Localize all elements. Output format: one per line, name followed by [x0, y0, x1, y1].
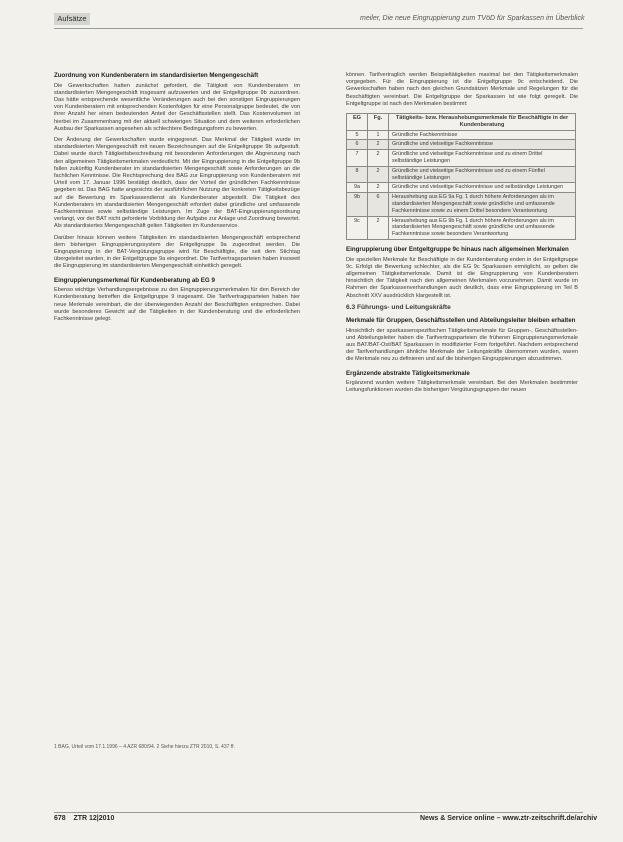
running-head: meiler, Die neue Eingruppierung zum TVöD für Sparkassen im Überblick	[360, 15, 585, 22]
left-heading-2: Eingruppierungsmerkmal für Kundenberatung ab EG 9	[54, 276, 215, 284]
table-cell: 2	[368, 140, 389, 150]
table-cell: Heraushebung aus EG 9b Fg. 1 durch höhere Anforderungen als im standardisierten Mengengeschäft sowie gründliche und umfassende Fachkenntnisse sowie besondere Verantwortung	[389, 216, 576, 239]
table-cell: Heraushebung aus EG 9a Fg. 1 durch höhere Anforderungen als im standardisierten Mengengeschäft sowie gründliche und umfassende Fachkenntnisse sowie zu einem Drittel besondere Verantwortung	[389, 193, 576, 216]
section-heading: 6.3 Führungs- und Leitungskräfte	[346, 303, 451, 311]
table-cell: Gründliche und vielseitige Fachkenntnisse und selbständige Leistungen	[389, 183, 576, 193]
table-cell: 8	[347, 166, 368, 183]
eingruppierung-table	[346, 113, 576, 240]
right-paragraph-1: können. Tarifvertraglich werden Beispieltätigkeiten maximal bei den Tätigkeitsmerkmalen vorgegeben. Für die Eingruppierung ist die Entgeltgruppe 9c entscheidend. Die Gewerkschaften haben nach den gleichen Grundsätzen Merkmale und Regelungen für die Beschäftigten vereinbart. Die Entgeltgruppe der Sparkassen ist wie folgt geregelt. Die Entgeltgruppe ist nach den Merkmalen bestimmt:	[346, 72, 578, 107]
footer-link[interactable]: News & Service online – www.ztr-zeitschrift.de/archiv	[420, 815, 598, 822]
table-header-fg: Fg.	[368, 114, 389, 131]
left-paragraph-3: Darüber hinaus können weitere Tätigkeiten im standardisierten Mengengeschäft entsprechend dem bisherigen Eingruppierungssystem der Entgeltgruppe 9a zugeordnet werden. Die Eingruppierung in der BAT-Vergütungsgruppe wird für Beschäftigte, die seit dem Stichtag übergeleitet wurden, in der Entgeltgruppe 9a eingeordnet. Die Tarifvertragsparteien haben insoweit die Eingruppierung im standardisierten Mengengeschäft einheitlich geregelt.	[54, 234, 300, 270]
right-heading-2: Merkmale für Gruppen, Geschäftsstellen und Abteilungsleiter bleiben erhalten	[346, 316, 576, 324]
table-cell: Gründliche und vielseitige Fachkenntnisse und zu einem Drittel selbständige Leistungen	[389, 150, 576, 167]
table-cell: 2	[368, 216, 389, 239]
footnotes: 1 BAG, Urteil vom 17.1.1996 – 4 AZR 680/94. 2 Siehe hierzu ZTR 2010, S. 437 ff.	[54, 744, 235, 750]
section-tag: Aufsätze	[54, 13, 90, 25]
table-cell: 2	[368, 166, 389, 183]
table-cell: 5	[347, 130, 368, 140]
table-row	[347, 140, 576, 150]
table-row	[347, 216, 576, 239]
table-cell: Gründliche und vielseitige Fachkenntnisse	[389, 140, 576, 150]
table-cell: 1	[368, 130, 389, 140]
right-heading-3: Ergänzende abstrakte Tätigkeitsmerkmale	[346, 369, 470, 377]
right-heading-1: Eingruppierung über Entgeltgruppe 9c hinaus nach allgemeinen Merkmalen	[346, 245, 569, 253]
table-row	[347, 193, 576, 216]
table-cell: Gründliche und vielseitige Fachkenntnisse und zu einem Fünftel selbständige Leistungen	[389, 166, 576, 183]
left-paragraph-4: Ebenso wichtige Verhandlungsergebnisse zu den Eingruppierungsmerkmalen für den Bereich der Kundenberatung betreffen die Entgeltgruppe 9 insgesamt. Die Tarifvertragsparteien haben hier neue Merkmale vereinbart, die der überwiegenden Anzahl der Beschäftigten entsprechen. Dabei wurde besonderes Gewicht auf die Tätigkeiten in der Kundenberatung und die erforderlichen Fachkenntnisse gelegt.	[54, 287, 300, 323]
left-column	[54, 72, 300, 327]
right-paragraph-4: Ergänzend wurden weitere Tätigkeitsmerkmale vereinbart. Bei den Merkmalen bestimmter Leitungsfunktionen wurden die bisherigen Vergütungsgruppen der neuen	[346, 380, 578, 394]
table-cell: 9c	[347, 216, 368, 239]
page-folio	[54, 815, 114, 822]
header-rule	[54, 28, 583, 29]
table-cell: 9a	[347, 183, 368, 193]
page-number: 678	[54, 815, 66, 822]
table-row	[347, 166, 576, 183]
table-cell: 2	[368, 150, 389, 167]
table-header-eg: EG	[347, 114, 368, 131]
footer-rule	[54, 812, 583, 813]
table-cell: Gründliche Fachkenntnisse	[389, 130, 576, 140]
table-cell: 6	[368, 193, 389, 216]
left-paragraph-2: Der Änderung der Gewerkschaften wurde eingegrenzt. Das Merkmal der Tätigkeit wurde im standardisierten Mengengeschäft mit neuen Bezeichnungen auf die Entgeltgruppe 9b aufgestuft. Dabei wurde durch Tätigkeitsbeschreibung mit besonderen Anforderungen die Abgrenzung nach den allgemeinen Tätigkeitsmerkmalen verdeutlicht. Mit der Eingruppierung in die Entgeltgruppe 9b fallen zukünftig Kundenberater im standardisierten Mengengeschäft sowie Anforderungen an die fachlichen Kenntnisse. Die Rechtsprechung des BAG zur Eingruppierung von Kundenberatern mit Urteil vom 17. Januar 1996 bestätigt deutlich, dass der Vorteil der gründlichen Fachkenntnisse gegeben ist. Das BAG hatte angesichts der ausführlichen Nutzung der konkreten Tätigkeitsbezüge auf die Bewertung im Sparkassendienst als Kundenberater abgestellt. Die Tätigkeit des Kundenberaters im standardisierten Mengengeschäft erfordert dabei gründliche und umfassende Fachkenntnisse sowie selbständige Leistungen. Im Zuge der BAT-Eingruppierungsordnung verlangt, vor der BAT nicht geforderte Vorbildung der Aufgabe zur Anlage und Zuordnung bewertet. Als standardisiertes Mengengeschäft gelten Tätigkeiten im Kundenservice.	[54, 137, 300, 230]
table-row	[347, 130, 576, 140]
right-column	[346, 72, 578, 399]
table-cell: 7	[347, 150, 368, 167]
right-paragraph-2: Die speziellen Merkmale für Beschäftigte in der Kundenberatung enden in der Entgeltgruppe 9c. Erfolgt die Bewertung schlechter, als die EG 9c Sparkassen ermöglicht, so gelten die allgemeinen Tätigkeitsmerkmale. Damit ist die Eingruppierung von Kundenberatern hinsichtlich der Tätigkeit nach den allgemeinen Merkmalen vorzunehmen. Damit wurde im Rahmen der Sparkassenverhandlungen auch deutlich, dass eine Eingruppierung im Teil B Abschnitt XXV ausdrücklich klargestellt ist.	[346, 256, 578, 299]
table-cell: 6	[347, 140, 368, 150]
table-cell: 9b	[347, 193, 368, 216]
table-header-merkmale: Tätigkeits- bzw. Heraushebungsmerkmale für Beschäftigte in der Kundenberatung	[389, 114, 576, 131]
left-paragraph-1: Die Gewerkschaften hatten zunächst gefordert, die Tätigkeit von Kundenberatern im standardisierten Mengengeschäft insgesamt aufzuwerten und der Entgeltgruppe 9b zuzuordnen. Das hätte entsprechende wesentliche Veränderungen auch bei den sonstigen Eingruppierungen von Kundenberatern mit entsprechenden Kostenfolgen für eine Personalgruppe bedeutet, die von ihrer Anzahl her einen bedeutenden Anteil der Geschäftsstellen stellt. Das Kostenvolumen ist hierbei im Zusammenhang mit der aktuell schwierigen Situation und dem weiteren erforderlichen Ausbau der Sparkassen angesehen als schlechtere Bedingungsform zu bewerten.	[54, 82, 300, 132]
right-paragraph-3: Hinsichtlich der sparkassenspezifischen Tätigkeitsmerkmale für Gruppen-, Geschäftsstellen- und Abteilungsleiter haben die Tarifvertragsparteien die früheren Eingruppierungsmerkmale aus BAT/BAT-Ost/BAT Sparkassen in modifizierter Form fortgeführt. Nachdem entsprechend der Tarifverhandlungen ähnliche Merkmale der Leitungskräfte übernommen wurden, waren die Merkmale neu zu definieren und auf die bisherigen Eingruppierungen abzustimmen.	[346, 327, 578, 363]
table-header-row	[347, 114, 576, 131]
table-cell: 2	[368, 183, 389, 193]
left-heading-1: Zuordnung von Kundenberatern im standardisierten Mengengeschäft	[54, 72, 259, 79]
journal-issue: ZTR 12|2010	[73, 815, 115, 822]
table-row	[347, 150, 576, 167]
table-row	[347, 183, 576, 193]
